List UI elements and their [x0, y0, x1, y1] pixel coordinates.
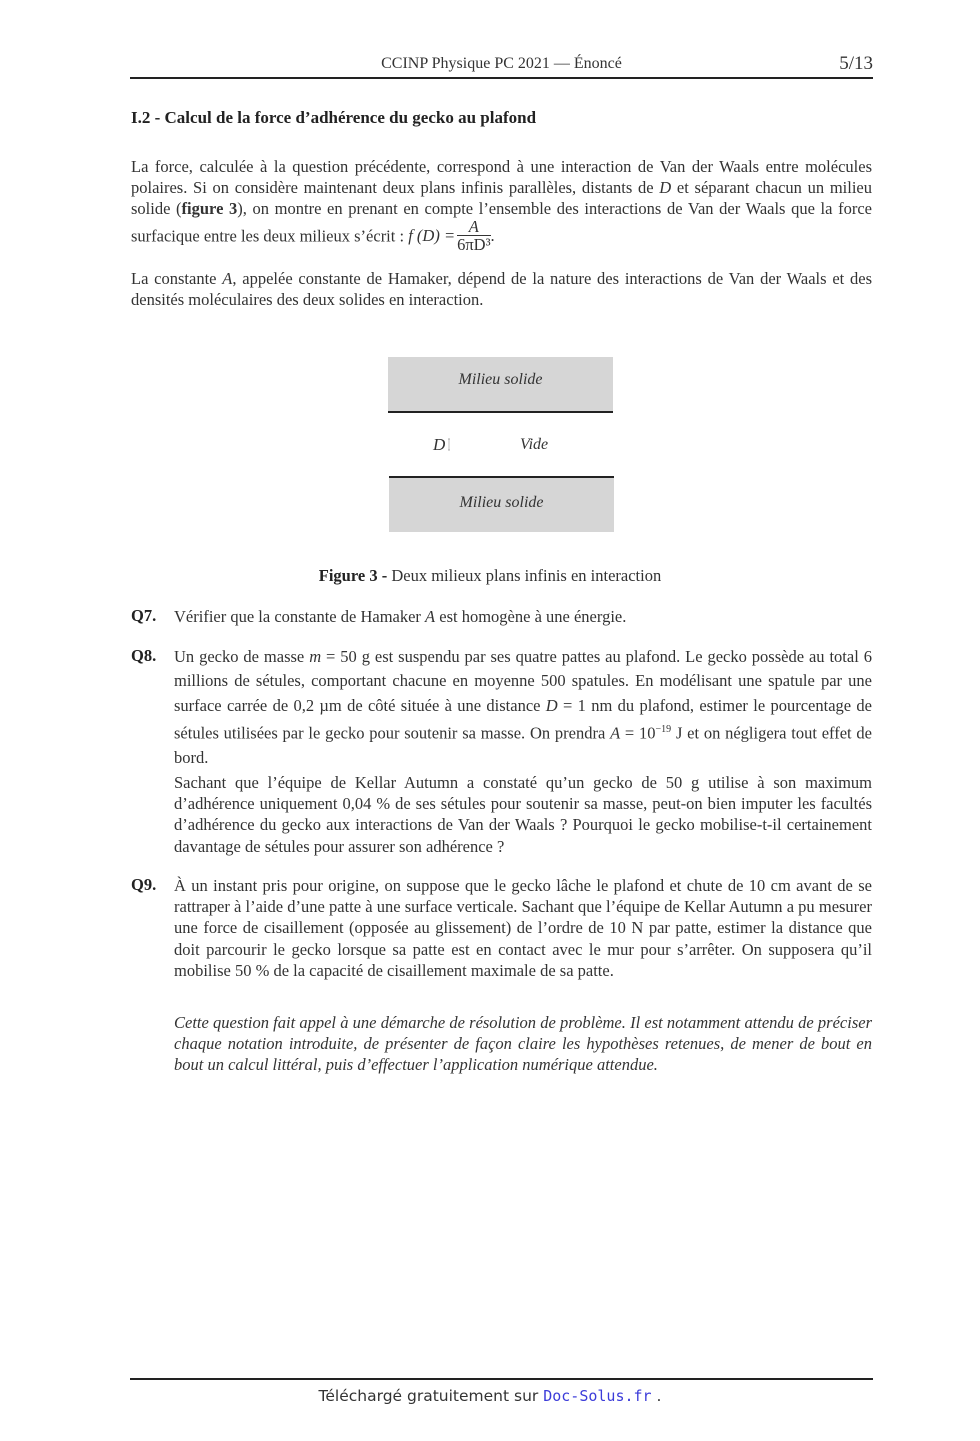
figure-caption: Figure 3 - Deux milieux plans infinis en interaction	[318, 566, 662, 585]
page-number: 5/13	[839, 53, 873, 74]
formula-denominator: 6πD³	[457, 234, 491, 254]
figure-reference: figure 3	[181, 199, 238, 219]
page-footer: Téléchargé gratuitement sur Doc-Solus.fr .	[318, 1387, 662, 1405]
intro-paragraph-2: La constante A, appelée constante de Hamaker, dépend de la nature des interactions de Van der Waals et des densités moléculaires des deux solides en interaction.	[131, 269, 872, 310]
doc-solus-link[interactable]: Doc-Solus.fr	[543, 1387, 652, 1405]
solid-top-label: Milieu solide	[458, 371, 543, 388]
question-q8-text: Un gecko de masse m = 50 g est suspendu par ses quatre pattes au plafond. Le gecko possède au total 6 millions de sétules, comportant chacune en moyenne 500 spatules. En modélisant une spatule par une surface carrée de 0,2 µm de côté située à une distance D = 1 nm du plafond, estimer le pourcentage de sétules utilisées par le gecko pour soutenir sa masse. On prendra $A = 10^{-19}$ J et on négligera tout effet de bord.	[174, 647, 872, 767]
page-header	[130, 53, 873, 77]
formula-fraction	[457, 218, 490, 253]
question-q9-text: À un instant pris pour origine, on suppose que le gecko lâche le plafond et chute de 10 cm avant de se rattraper à l’aide d’une patte à une surface verticale. Sachant que l’équipe de Kellar Autumn a pu mesurer une force de cisaillement (opposée au glissement) de l’ordre de 10 N par patte, estimer la distance que doit parcourir le gecko lorsque sa patte est en contact avec le mur pour s’arrêter. On supposera qu’il mobilise 50 % de la capacité de cisaillement maximale de sa patte.	[174, 876, 872, 980]
question-q8-followup: Sachant que l’équipe de Kellar Autumn a constaté qu’un gecko de 50 g utilise à son maximum d’adhérence uniquement 0,04 % de ses sétules pour soutenir sa masse, peut-on bien imputer les facultés d’adhérence du gecko aux interactions de Van der Waals ? Pourquoi le gecko mobilise-t-il certainement davantage de sétules pour assurer son adhérence ?	[174, 773, 872, 856]
question-label-q9: Q9.	[131, 875, 157, 894]
formula: f (D) = $\frac{A}{\text{6πD³}}$ .	[408, 216, 495, 254]
section-title: I.2 - Calcul de la force d’adhérence du gecko au plafond	[131, 108, 537, 127]
formula-numerator: A	[457, 218, 490, 236]
solid-bottom-label: Milieu solide	[459, 494, 544, 511]
var-D: D	[659, 178, 672, 198]
question-q9-instructions: Cette question fait appel à une démarche de résolution de problème. Il est notamment attendu de préciser chaque notation introduite, de présenter de façon claire les hypothèses retenues, de mener de bout en bout un calcul littéral, puis d’effectuer l’application numérique attendue.	[174, 1013, 872, 1075]
header-divider	[130, 77, 873, 79]
vacuum-label: Vide	[520, 436, 549, 453]
question-label-q7: Q7.	[131, 606, 157, 625]
solid-medium-bottom	[389, 476, 614, 532]
question-label-q8: Q8.	[131, 646, 157, 665]
intro-paragraph-1: La force, calculée à la question précédente, correspond à une interaction de Van der Waals entre molécules polaires. Si on considère maintenant deux plans infinis parallèles, distants de D et séparant chacun un milieu solide (figure 3), on montre en prenant en compte l’ensemble des interactions de Van der Waals que la force surfacique entre les deux milieux s’écrit : f (D) = $\frac{A}{\text{6πD³}}$ .	[131, 157, 872, 254]
distance-label: D	[433, 435, 446, 454]
question-q7-text: Vérifier que la constante de Hamaker A est homogène à une énergie.	[174, 607, 627, 626]
figure-3-diagram	[388, 357, 614, 531]
distance-arrow-icon	[448, 413, 450, 476]
header-title: CCINP Physique PC 2021 — Énoncé	[381, 55, 622, 72]
footer-divider	[130, 1378, 873, 1380]
solid-medium-top	[388, 357, 613, 413]
